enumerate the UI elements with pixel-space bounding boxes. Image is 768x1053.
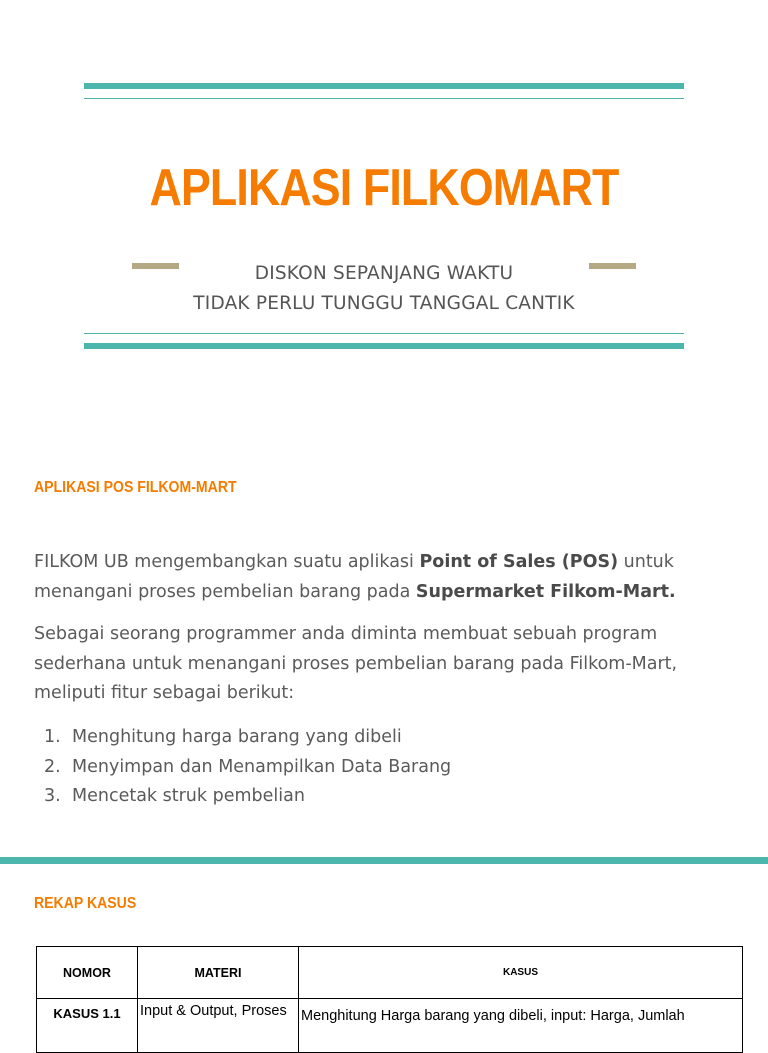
table-row [37, 999, 743, 1053]
feature-list [34, 723, 451, 812]
cell-nomor: KASUS 1.1 [37, 999, 138, 1053]
cell-kasus: Menghitung Harga barang yang dibeli, input: Harga, Jumlah [299, 999, 743, 1053]
bottom-rule-thin [84, 333, 684, 334]
intro-paragraph [34, 548, 734, 607]
list-item [34, 782, 451, 812]
intro-text-1: FILKOM UB mengembangkan suatu aplikasi [34, 552, 420, 572]
list-item-number: 1. [44, 727, 61, 747]
section-divider [0, 857, 768, 864]
section-heading-rekap: REKAP KASUS [34, 895, 137, 912]
intro-text-2: untuk menangani proses pembelian barang pada [34, 552, 674, 602]
task-paragraph: Sebagai seorang programmer anda diminta membuat sebuah program sederhana untuk menangani proses pembelian barang pada Filkom-Mart, meliputi fitur sebagai berikut: [34, 624, 678, 703]
list-item-text: Menghitung harga barang yang dibeli [72, 727, 402, 747]
recap-table [36, 946, 743, 1053]
top-rule-thick [84, 83, 684, 89]
top-rule-thin [84, 98, 684, 99]
list-item [34, 753, 451, 783]
cell-materi: Input & Output, Proses [138, 999, 299, 1053]
table-header-row [37, 947, 743, 999]
list-item-text: Mencetak struk pembelian [72, 786, 305, 806]
list-item-number: 3. [44, 786, 61, 806]
column-header-materi: MATERI [138, 947, 299, 999]
subtitle-line-1: DISKON SEPANJANG WAKTU [254, 263, 514, 284]
intro-supermarket-bold: Supermarket Filkom-Mart. [415, 581, 676, 602]
column-header-nomor: NOMOR [37, 947, 138, 999]
list-item-number: 2. [44, 756, 61, 777]
subtitle-line-2: TIDAK PERLU TUNGGU TANGGAL CANTIK [193, 293, 575, 314]
bottom-rule-thick [84, 343, 684, 349]
page-title: APLIKASI FILKOMART [149, 159, 619, 217]
list-item-text: Menyimpan dan Menampilkan Data Barang [72, 756, 452, 777]
intro-pos-bold: Point of Sales (POS) [419, 552, 619, 572]
list-item [34, 723, 451, 753]
column-header-kasus: KASUS [299, 947, 743, 999]
section-heading-pos: APLIKASI POS FILKOM-MART [34, 479, 237, 496]
